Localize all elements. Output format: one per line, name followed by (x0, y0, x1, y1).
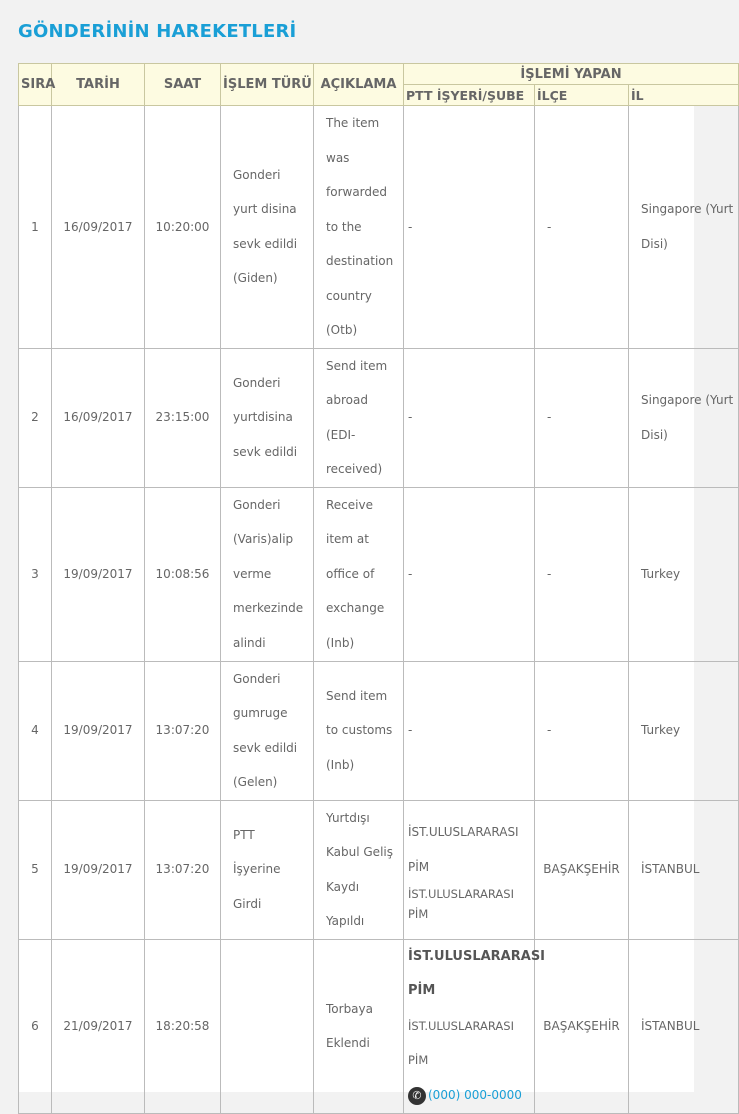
cell-tarih: 19/09/2017 (52, 800, 145, 939)
cell-saat: 10:20:00 (145, 106, 221, 349)
header-sira: SIRA (19, 64, 52, 106)
cell-tarih: 16/09/2017 (52, 348, 145, 487)
sube-name: İST.ULUSLARARASI PİM (408, 948, 546, 998)
cell-saat: 13:07:20 (145, 800, 221, 939)
cell-sira: 3 (19, 487, 52, 661)
cell-il: İSTANBUL (629, 939, 739, 1113)
cell-sira: 6 (19, 939, 52, 1113)
cell-sube: - (404, 661, 535, 800)
sube-subtitle: İST.ULUSLARARASI PİM (408, 887, 514, 921)
cell-aciklama: Send item abroad (EDI-received) (314, 348, 404, 487)
table-row (19, 487, 739, 661)
cell-saat: 13:07:20 (145, 661, 221, 800)
cell-islem-turu: Gonderi (Varis)alip verme merkezinde alindi (221, 487, 314, 661)
header-saat: SAAT (145, 64, 221, 106)
cell-tarih: 19/09/2017 (52, 487, 145, 661)
sube-subtitle: İST.ULUSLARARASI PİM (408, 1018, 514, 1067)
phone-number[interactable]: (000) 000-0000 (428, 1088, 522, 1103)
cell-sube: - (404, 106, 535, 349)
cell-islem-turu: Gonderi yurtdisina sevk edildi (221, 348, 314, 487)
cell-ilce: - (535, 348, 629, 487)
cell-tarih: 21/09/2017 (52, 939, 145, 1113)
cell-sube: - (404, 487, 535, 661)
cell-ilce: - (535, 487, 629, 661)
cell-ilce: BAŞAKŞEHİR (535, 939, 629, 1113)
cell-sira: 2 (19, 348, 52, 487)
header-sube: PTT İŞYERİ/ŞUBE (404, 85, 535, 106)
cell-il: Singapore (Yurt Disi) (629, 348, 739, 487)
table-row (19, 106, 739, 349)
cell-ilce: - (535, 106, 629, 349)
cell-aciklama: Send item to customs (Inb) (314, 661, 404, 800)
cell-ilce: - (535, 661, 629, 800)
cell-saat: 18:20:58 (145, 939, 221, 1113)
phone-icon: ✆ (408, 1087, 426, 1105)
cell-aciklama: Receive item at office of exchange (Inb) (314, 487, 404, 661)
header-ilce: İLÇE (535, 85, 629, 106)
cell-sube: - (404, 348, 535, 487)
table-row (19, 800, 739, 939)
table-row (19, 661, 739, 800)
table-row (19, 939, 739, 1113)
movements-table (18, 63, 739, 1114)
cell-islem-turu: Gonderi yurt disina sevk edildi (Giden) (221, 106, 314, 349)
cell-il: İSTANBUL (629, 800, 739, 939)
header-tarih: TARİH (52, 64, 145, 106)
cell-il: Turkey (629, 487, 739, 661)
cell-sube (404, 800, 535, 939)
header-aciklama: AÇIKLAMA (314, 64, 404, 106)
cell-aciklama: Yurtdışı Kabul Geliş Kaydı Yapıldı (314, 800, 404, 939)
cell-aciklama: The item was forwarded to the destination country (Otb) (314, 106, 404, 349)
cell-saat: 10:08:56 (145, 487, 221, 661)
table-row (19, 348, 739, 487)
cell-islem-turu: PTT İşyerine Girdi (221, 800, 314, 939)
movements-table-container[interactable] (18, 63, 734, 1103)
sube-name: İST.ULUSLARARASI PİM (408, 825, 519, 874)
page-title: GÖNDERİNİN HAREKETLERİ (18, 21, 297, 42)
cell-islem-turu (221, 939, 314, 1113)
cell-il: Turkey (629, 661, 739, 800)
header-islemi-yapan: İŞLEMİ YAPAN (404, 64, 739, 85)
cell-tarih: 16/09/2017 (52, 106, 145, 349)
cell-saat: 23:15:00 (145, 348, 221, 487)
header-il: İL (629, 85, 739, 106)
cell-ilce: BAŞAKŞEHİR (535, 800, 629, 939)
cell-sube (404, 939, 546, 1113)
cell-islem-turu: Gonderi gumruge sevk edildi (Gelen) (221, 661, 314, 800)
phone-link[interactable] (408, 1078, 522, 1113)
header-islem-turu: İŞLEM TÜRÜ (221, 64, 314, 106)
cell-aciklama: Torbaya Eklendi (314, 939, 404, 1113)
cell-sira: 1 (19, 106, 52, 349)
cell-il: Singapore (Yurt Disi) (629, 106, 739, 349)
cell-tarih: 19/09/2017 (52, 661, 145, 800)
cell-sira: 5 (19, 800, 52, 939)
cell-sira: 4 (19, 661, 52, 800)
